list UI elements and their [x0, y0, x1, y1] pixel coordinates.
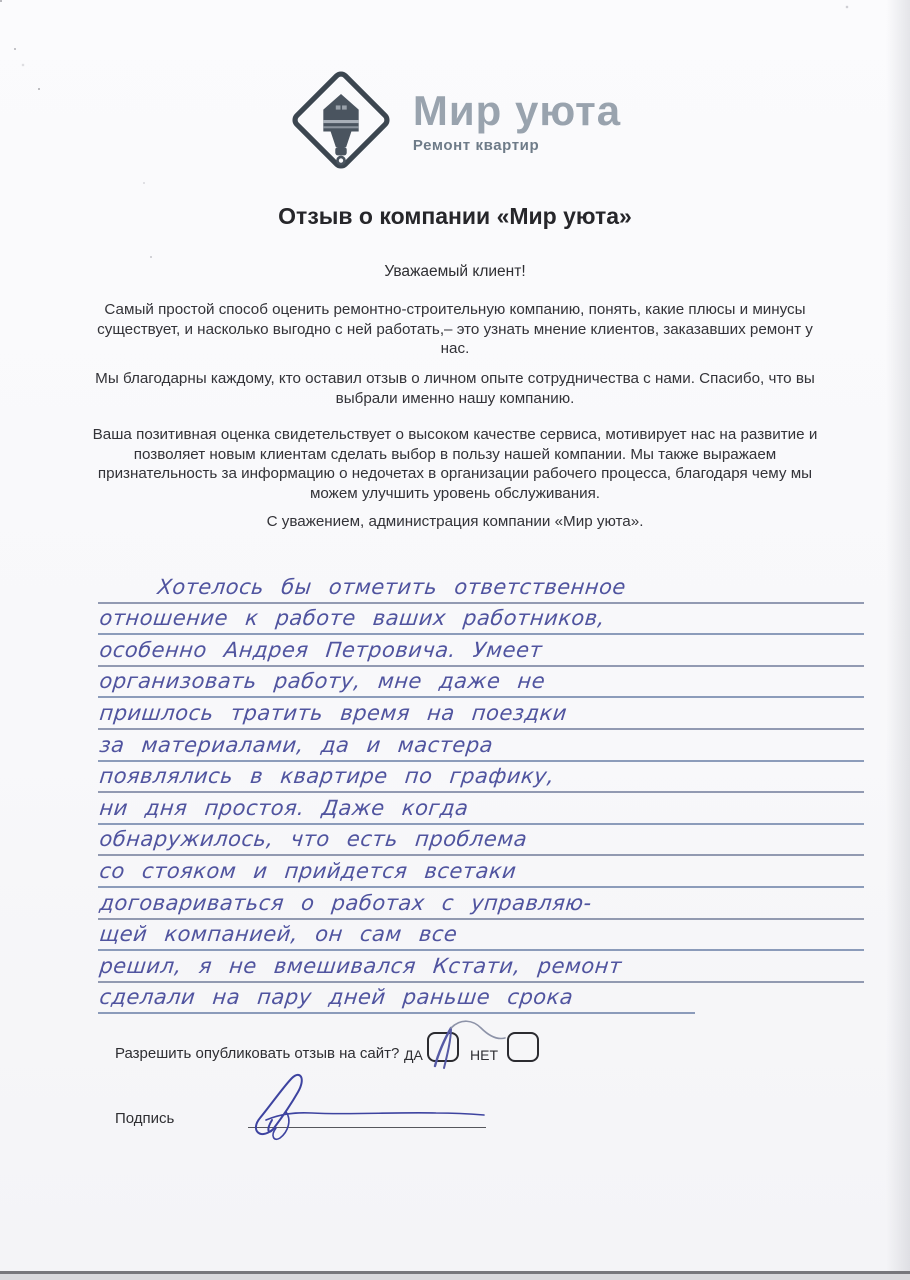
- yes-label: ДА: [404, 1047, 423, 1063]
- scan-bottom-strip: [0, 1274, 910, 1280]
- scan-specks: [0, 0, 2, 2]
- paintbrush-house-diamond-icon: [289, 68, 393, 172]
- greeting-line: Уважаемый клиент!: [384, 263, 526, 280]
- thanks-paragraph: Мы благодарны каждому, кто оставил отзыв о личном опыте сотрудничества с нами. Спасибо, что вы выбрали именно нашу компанию.: [95, 370, 815, 407]
- handwritten-line: решил, я не вмешивался Кстати, ремонт: [98, 951, 864, 983]
- handwritten-line: ни дня простоя. Даже когда: [98, 793, 864, 825]
- handwritten-line: организовать работу, мне даже не: [98, 667, 864, 699]
- logo-text: [413, 87, 621, 154]
- handwritten-line: появлялись в квартире по графику,: [98, 762, 864, 794]
- scan-edge-shadow: [886, 0, 910, 1280]
- page-title: Отзыв о компании «Мир уюта»: [278, 203, 632, 229]
- signature-label: Подпись: [115, 1110, 175, 1127]
- handwritten-line: обнаружилось, что есть проблема: [98, 825, 864, 857]
- handwritten-line: Хотелось бы отметить ответственное: [98, 572, 864, 604]
- handwritten-line: договариваться о работах с управляю-: [98, 888, 864, 920]
- intro-paragraph: Самый простой способ оценить ремонтно-строительную компанию, понять, какие плюсы и минусы существует, и насколько выгодно с ней работать,– это узнать мнение клиентов, заказавших ремонт у нас.: [97, 301, 813, 357]
- handwritten-review: [98, 572, 864, 1014]
- company-name: Мир уюта: [412, 86, 622, 134]
- no-label: НЕТ: [470, 1047, 498, 1063]
- feedback-paragraph: Ваша позитивная оценка свидетельствует о высоком качестве сервиса, мотивирует нас на развитие и позволяет новым клиентам сделать выбор в пользу нашей компании. Мы также выражаем признательность за информацию о недочетах в организации рабочего процесса, благодаря чему мы можем улучшить уровень обслуживания.: [92, 426, 818, 502]
- handwritten-line: особенно Андрея Петровича. Умеет: [98, 635, 864, 667]
- company-logo: [0, 68, 910, 172]
- company-tagline: Ремонт квартир: [412, 136, 540, 154]
- signoff-paragraph: С уважением, администрация компании «Мир уюта».: [266, 513, 644, 530]
- handwritten-signature: [236, 1072, 506, 1144]
- publish-question: Разрешить опубликовать отзыв на сайт?: [115, 1045, 400, 1062]
- handwritten-line: пришлось тратить время на поездки: [98, 698, 864, 730]
- handwritten-line: за материалами, да и мастера: [98, 730, 864, 762]
- handwritten-line: со стояком и прийдется всетаки: [98, 856, 864, 888]
- handwritten-line: отношение к работе ваших работников,: [98, 604, 864, 636]
- handwritten-line: щей компанией, он сам все: [98, 920, 864, 952]
- handwritten-line: сделали на пару дней раньше срока: [98, 983, 695, 1015]
- pen-checkmark-icon: [423, 1014, 513, 1074]
